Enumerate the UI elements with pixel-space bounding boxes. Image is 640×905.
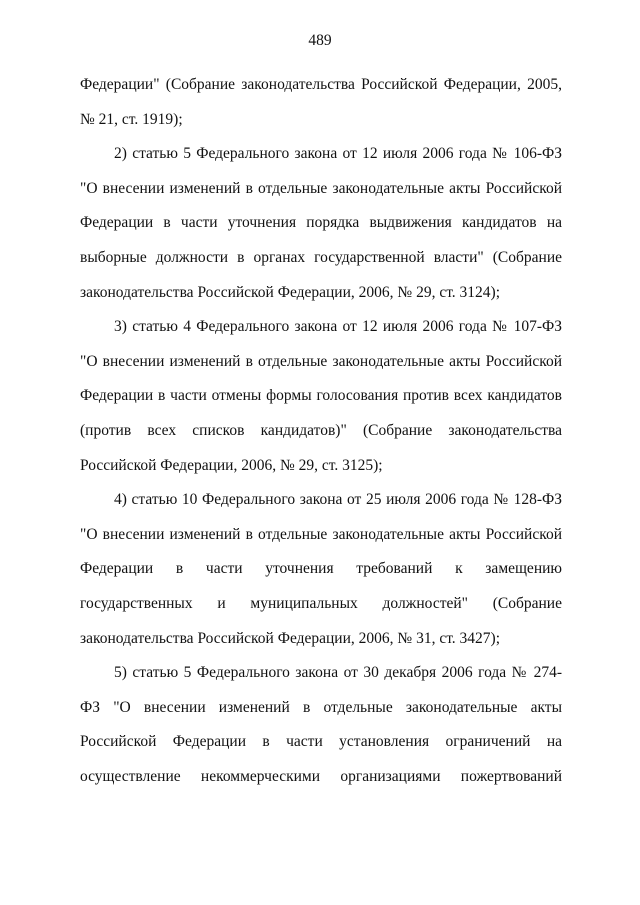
paragraph-item-4: 4) статью 10 Федерального закона от 25 июля 2006 года № 128-ФЗ "О внесении изменений в отдельные законодательные акты Российской Федерации в части уточнения требований к замещению государственных и муниципальных должностей" (Собрание законодательства Российской Федерации, 2006, № 31, ст. 3427);	[80, 491, 562, 647]
paragraph-item-2: 2) статью 5 Федерального закона от 12 июля 2006 года № 106-ФЗ "О внесении изменений в отдельные законодательные акты Российской Федерации в части уточнения порядка выдвижения кандидатов на выборные должности в органах государственной власти" (Собрание законодательства Российской Федерации, 2006, № 29, ст. 3124);	[80, 145, 562, 301]
page-number: 489	[308, 32, 332, 49]
paragraph-1: Федерации" (Собрание законодательства Российской Федерации, 2005, № 21, ст. 1919);	[80, 76, 562, 128]
paragraph-item-3: 3) статью 4 Федерального закона от 12 июля 2006 года № 107-ФЗ "О внесении изменений в отдельные законодательные акты Российской Федерации в части отмены формы голосования против всех кандидатов (против всех списков кандидатов)" (Собрание законодательства Российской Федерации, 2006, № 29, ст. 3125);	[80, 318, 562, 474]
paragraph-item-5: 5) статью 5 Федерального закона от 30 декабря 2006 года № 274-ФЗ "О внесении изменений в отдельные законодательные акты Российской Федерации в части установления ограничений на осуществление некоммерческими организациями пожертвований	[80, 664, 562, 785]
body-text	[80, 68, 562, 794]
